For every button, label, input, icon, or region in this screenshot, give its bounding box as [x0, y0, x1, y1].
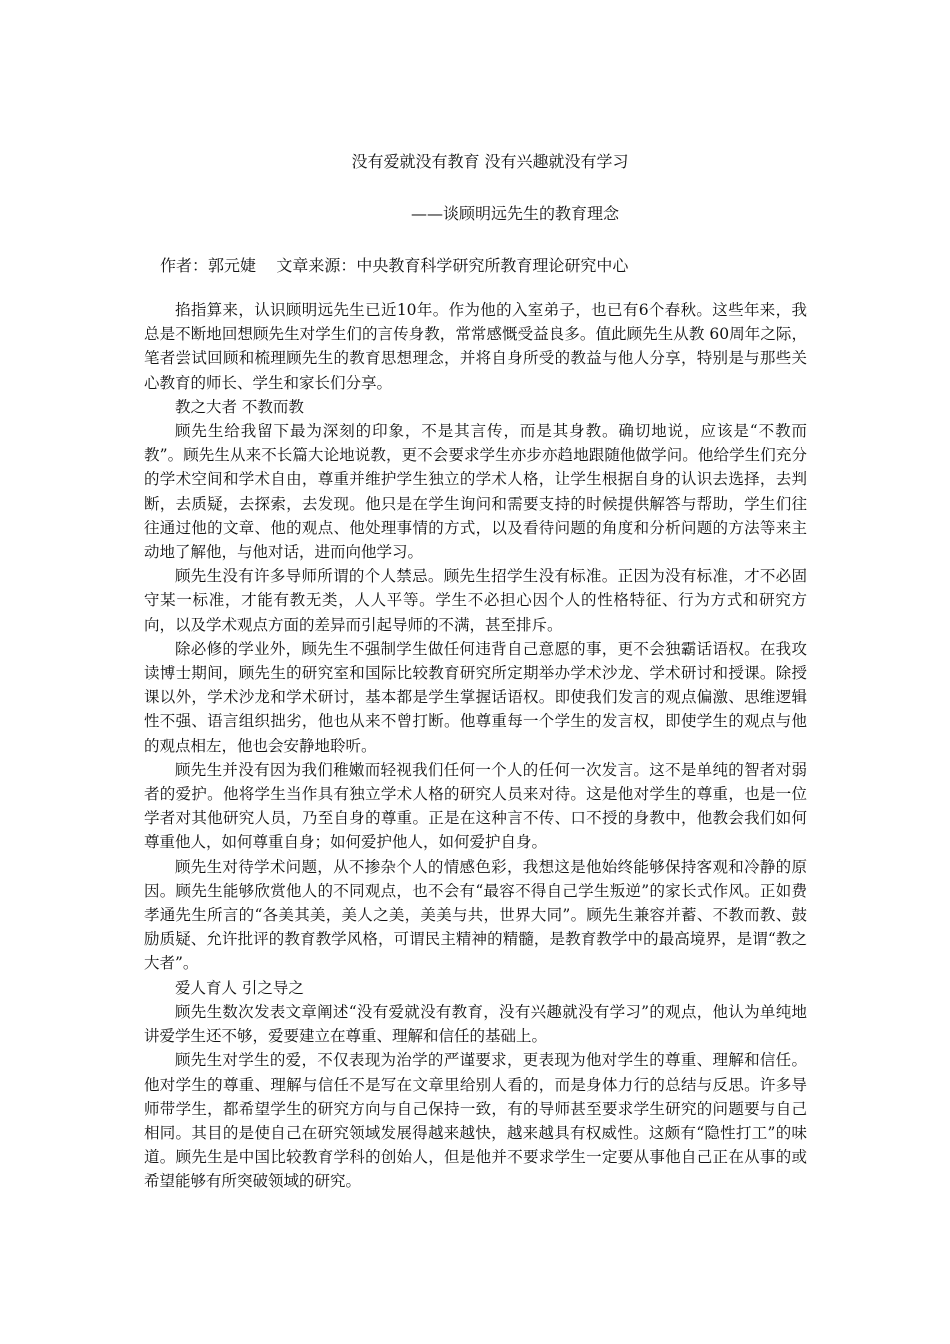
- paragraph: 顾先生对待学术问题，从不掺杂个人的情感色彩，我想这是他始终能够保持客观和冷静的原因。顾先生能够欣赏他人的不同观点，也不会有“最容不得自己学生叛逆”的家长式作风。正如费孝通先生所言的“各美其美，美人之美，美美与共，世界大同”。顾先生兼容并蓄、不教而教、鼓励质疑、允许批评的教育教学风格，可谓民主精神的精髓，是教育教学中的最高境界，是谓“教之大者”。: [144, 857, 807, 973]
- paragraph: 顾先生给我留下最为深刻的印象，不是其言传，而是其身教。确切地说，应该是“不教而教”。顾先生从来不长篇大论地说教，更不会要求学生亦步亦趋地跟随他做学问。他给学生们充分的学术空间和学术自由，尊重并维护学生独立的学术人格，让学生根据自身的认识去选择，去判断，去质疑，去探索，去发现。他只是在学生询问和需要支持的时候提供解答与帮助，学生们往往通过他的文章、他的观点、他处理事情的方式，以及看待问题的角度和分析问题的方法等来主动地了解他，与他对话，进而向他学习。: [144, 422, 807, 562]
- section-heading: 爱人育人 引之导之: [175, 978, 304, 997]
- paragraph: 顾先生没有许多导师所谓的个人禁忌。顾先生招学生没有标准。正因为没有标准，才不必固守某一标准，才能有教无类，人人平等。学生不必担心因个人的性格特征、行为方式和研究方向，以及学术观点方面的差异而引起导师的不满，甚至排斥。: [144, 567, 807, 634]
- author-source-line: 作者：郭元婕 文章来源：中央教育科学研究所教育理论研究中心: [160, 256, 629, 275]
- section-heading: 教之大者 不教而教: [175, 397, 304, 416]
- paragraph: 顾先生对学生的爱，不仅表现为治学的严谨要求，更表现为他对学生的尊重、理解和信任。他对学生的尊重、理解与信任不是写在文章里给别人看的，而是身体力行的总结与反思。许多导师带学生，都希望学生的研究方向与自己保持一致，有的导师甚至要求学生研究的问题要与自己相同。其目的是使自己在研究领域发展得越来越快，越来越具有权威性。这颇有“隐性打工”的味道。顾先生是中国比较教育学科的创始人，但是他并不要求学生一定要从事他自己正在从事的或希望能够有所突破领域的研究。: [144, 1051, 807, 1191]
- document-subtitle: ——谈顾明远先生的教育理念: [410, 204, 619, 223]
- article-body: [144, 298, 807, 1194]
- paragraph: 掐指算来，认识顾明远先生已近10年。作为他的入室弟子，也已有6个春秋。这些年来，我总是不断地回想顾先生对学生们的言传身教，常常感慨受益良多。值此顾先生从教 60周年之际，笔者尝试回顾和梳理顾先生的教育思想理念，并将自身所受的教益与他人分享，特别是与那些关心教育的师长、学生和家长们分享。: [144, 301, 807, 392]
- paragraph: 顾先生并没有因为我们稚嫩而轻视我们任何一个人的任何一次发言。这不是单纯的智者对弱者的爱护。他将学生当作具有独立学术人格的研究人员来对待。这是他对学生的尊重，也是一位学者对其他研究人员，乃至自身的尊重。正是在这种言不传、口不授的身教中，他教会我们如何尊重他人，如何尊重自身；如何爱护他人，如何爱护自身。: [144, 760, 807, 852]
- paragraph: 顾先生数次发表文章阐述“没有爱就没有教育，没有兴趣就没有学习”的观点，他认为单纯地讲爱学生还不够，爱要建立在尊重、理解和信任的基础上。: [144, 1002, 807, 1046]
- paragraph: 除必修的学业外，顾先生不强制学生做任何违背自己意愿的事，更不会独霸话语权。在我攻读博士期间，顾先生的研究室和国际比较教育研究所定期举办学术沙龙、学术研讨和授课。除授课以外，学术沙龙和学术研讨，基本都是学生掌握话语权。即使我们发言的观点偏激、思维逻辑性不强、语言组织拙劣，他也从来不曾打断。他尊重每一个学生的发言权，即使学生的观点与他的观点相左，他也会安静地聆听。: [144, 639, 807, 755]
- document-title: 没有爱就没有教育 没有兴趣就没有学习: [351, 152, 629, 171]
